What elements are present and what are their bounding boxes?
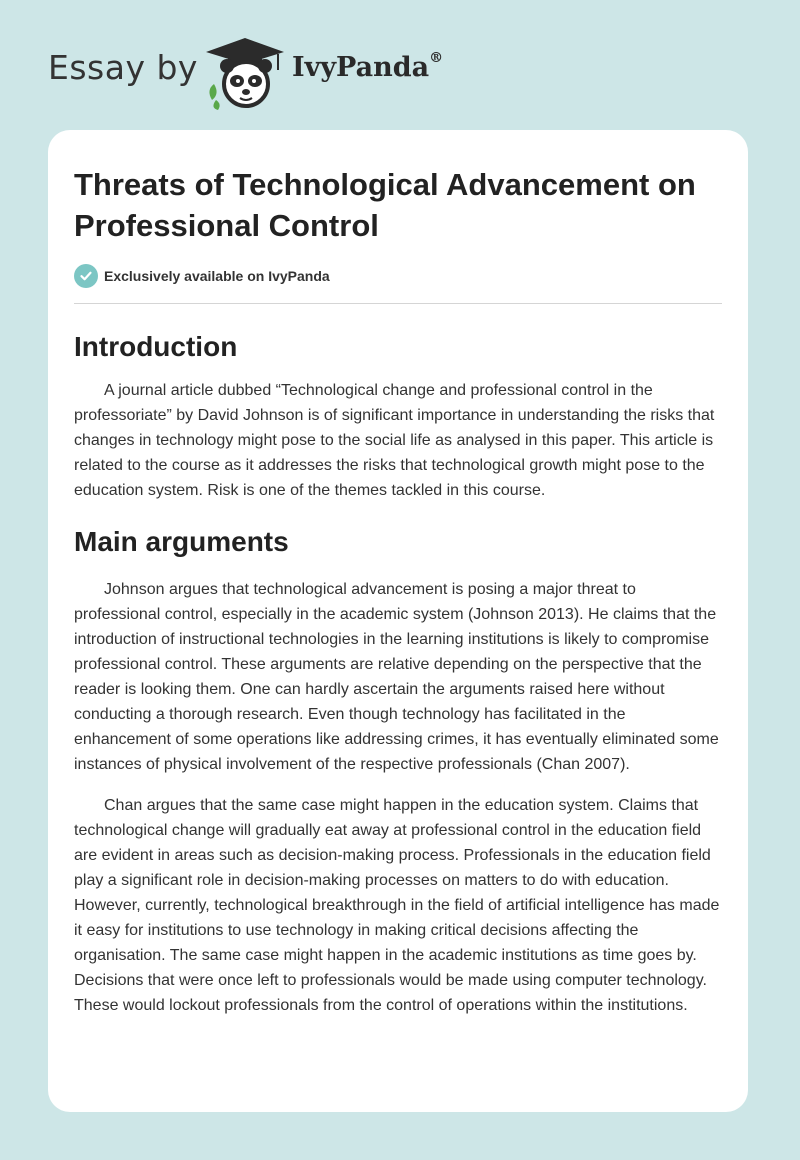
panda-logo-icon[interactable]: [200, 34, 290, 110]
section-heading-main-arguments: Main arguments: [74, 526, 289, 557]
registered-mark: ®: [429, 50, 444, 66]
page-title: Threats of Technological Advancement on Professional Control: [74, 167, 696, 243]
badge-text: Exclusively available on IvyPanda: [104, 268, 330, 284]
checkmark-icon: [74, 264, 98, 288]
exclusive-badge: [74, 264, 722, 288]
section-heading-introduction: Introduction: [74, 331, 238, 362]
brand-name[interactable]: [292, 52, 443, 83]
brand-prefix: Essay by: [48, 48, 198, 87]
essay-card: [48, 130, 748, 1112]
divider: [74, 303, 722, 304]
brand-name-text: IvyPanda: [292, 52, 430, 83]
paragraph: Chan argues that the same case might happen in the education system. Claims that technological change will gradually eat away at professional control in the education field are evident in areas such as decision-making process. Professionals in the education field play a significant role in decision-making processes on matters to do with education. However, currently, technological breakthrough in the field of artificial intelligence has made it easy for institutions to use technology in making critical decisions affecting the organisation. The same case might happen in the academic institutions as time goes by. Decisions that were once left to professionals would be made using computer technology. These would lockout professionals from the control of operations within the institutions.: [74, 797, 720, 1014]
paragraph: A journal article dubbed “Technological change and professional control in the professoriate” by David Johnson is of significant importance in understanding the risks that changes in technology might pose to the social life as analysed in this paper. This article is related to the course as it addresses the risks that technological growth might pose to the education system. Risk is one of the themes tackled in this course.: [74, 382, 715, 499]
site-header: [0, 0, 800, 128]
paragraph: Johnson argues that technological advancement is posing a major threat to professional control, especially in the academic system (Johnson 2013). He claims that the introduction of instructional technologies in the learning institutions is likely to compromise professional control. These arguments are relative depending on the perspective that the reader is looking them. One can hardly ascertain the arguments raised here without conducting a thorough research. Even though technology has facilitated in the enhancement of some operations like addressing crimes, it has eventually eliminated some instances of physical involvement of the respective professionals (Chan 2007).: [74, 581, 719, 773]
